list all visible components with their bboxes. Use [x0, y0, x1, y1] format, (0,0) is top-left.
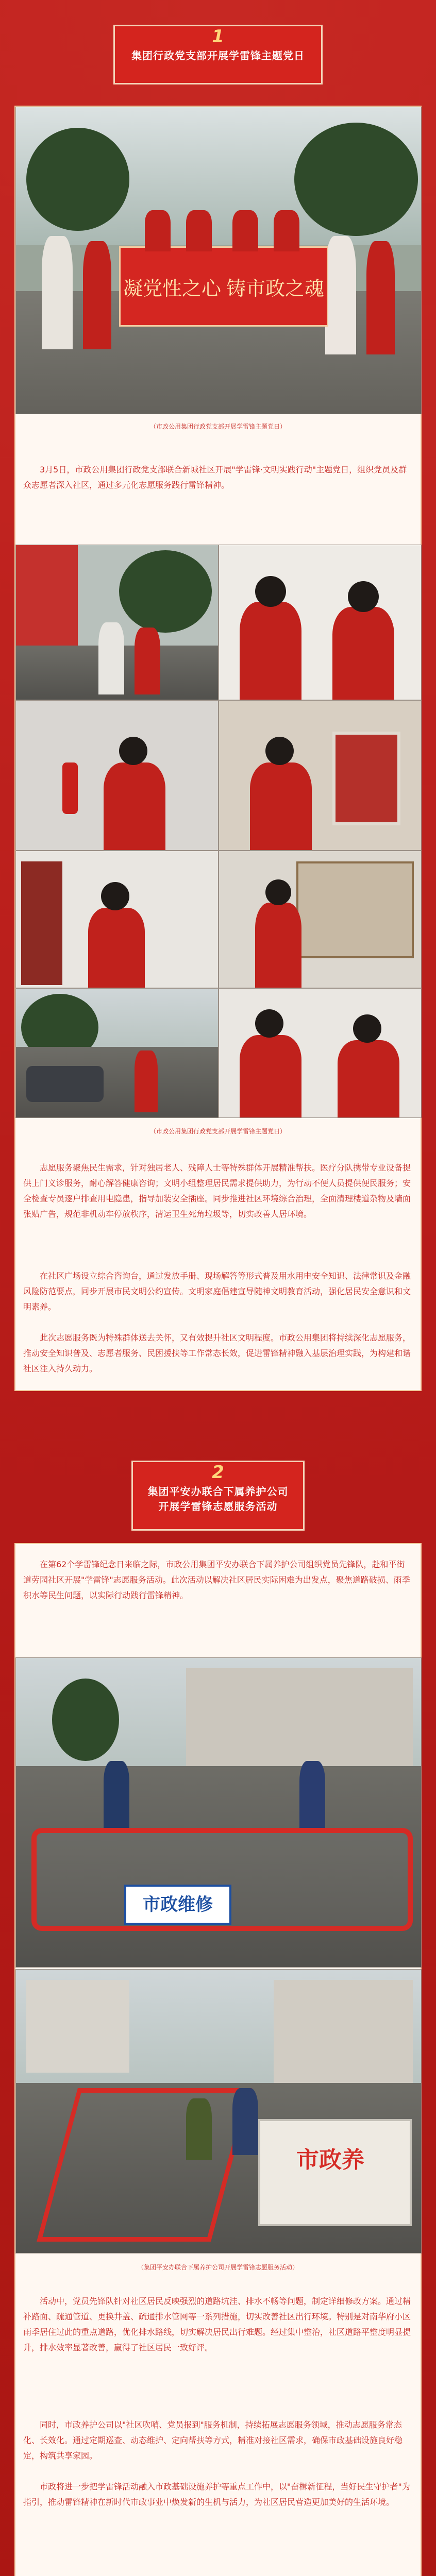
- photo-person: [232, 2088, 258, 2155]
- section2-title-line1: 集团平安办联合下属养护公司: [147, 1485, 289, 1498]
- photo-person: [332, 607, 394, 700]
- health-tent: [16, 545, 78, 648]
- section2-title-line2: 开展学雷锋志愿服务活动: [158, 1500, 278, 1513]
- photo-person: [145, 210, 171, 251]
- photo-person: [88, 908, 145, 988]
- section2-paragraph: 在第62个学雷锋纪念日来临之际，市政公用集团平安办联合下属养护公司组织党员先锋队，赴和平街道劳园社区开展"学雷锋"志愿服务活动。此次活动以解决社区居民实际困难为出发点，聚焦道路破损、雨季积水等民生问题，以实际行动践行雷锋精神。: [23, 1560, 410, 1600]
- photo-head: [255, 1009, 283, 1038]
- photo-person: [104, 762, 165, 850]
- volunteer-photo: [219, 545, 422, 700]
- section2-number: 2: [212, 1462, 224, 1483]
- divider-ornament: [179, 2572, 257, 2576]
- sign-municipal: [274, 2140, 387, 2181]
- repair-photo: [15, 1969, 422, 2253]
- banner-text-right: 铸市政之魂: [226, 277, 324, 300]
- photo-head: [119, 737, 147, 765]
- photo-caption: （市政公用集团行政党支部开展学雷锋主题党日）: [149, 423, 286, 430]
- apartment-building: [186, 1668, 413, 1771]
- photo-tree: [294, 123, 418, 236]
- photo-head: [348, 581, 379, 612]
- red-banner: [119, 246, 328, 327]
- section2-paragraph: 同时，市政养护公司以"社区吹哨、党员报到"服务机制，持续拓展志愿服务领域，推动志愿服务常态化、长效化。通过定期巡查、动态维护、定向帮扶等方式，精准对接社区需求，确保市政基础设施良好稳定，构筑共享家园。: [23, 2420, 403, 2461]
- photo-person: [240, 602, 301, 700]
- section1-title: 集团行政党支部开展学雷锋主题党日: [131, 49, 305, 62]
- photo-person: [186, 2098, 212, 2160]
- photo-person: [274, 210, 299, 251]
- bulletin-board: [296, 861, 414, 958]
- photo-person: [240, 1035, 301, 1117]
- volunteer-photo: [219, 988, 422, 1118]
- photo-person: [299, 1761, 325, 1828]
- photo-person: [255, 903, 301, 988]
- photo-person: [42, 236, 73, 349]
- photo-head: [255, 576, 286, 607]
- photo-head: [353, 1014, 381, 1043]
- photo-person: [104, 1761, 129, 1828]
- section1-number: 1: [212, 26, 224, 47]
- section1-paragraph: 志愿服务聚焦民生需求，针对独居老人、残障人士等特殊群体开展精准帮扶。医疗分队携带专业设备提供上门义诊服务，耐心解答健康咨询；文明小组整理居民需求提供助力，为行动不便人员提供便民服务；安全检查专员逐户排查用电隐患，指导加装安全插座。同步推进社区环境综合治理，全面清理楼道杂物及墙面张贴广告，规范非机动车停放秩序，清运卫生死角垃圾等，切实改善人居环境。: [23, 1163, 411, 1219]
- section2-panel: [14, 1543, 422, 2576]
- fire-extinguisher: [62, 762, 78, 814]
- photo-tree: [52, 1679, 119, 1761]
- banner-text-left: 凝党性之心: [123, 277, 221, 300]
- group-photo: [15, 107, 422, 414]
- sign-city-repair-text: 市政维修: [143, 1894, 213, 1915]
- photo-person: [98, 622, 124, 694]
- apartment-building: [26, 1980, 129, 2073]
- photo-person: [338, 1040, 399, 1117]
- section1-panel: [14, 106, 422, 1391]
- section2-paragraph: 市政将进一步把学雷锋活动融入市政基础设施养护等重点工作中，以"奋楫新征程，当好民生守护者"为指引，推动雷锋精神在新时代市政事业中焕发新的生机与活力，为社区居民营造更加美好的生活环境。: [23, 2482, 410, 2507]
- section1-banner: [113, 25, 323, 84]
- photo-person: [135, 628, 160, 694]
- photo-head: [265, 879, 291, 905]
- section2-banner: [131, 1461, 305, 1531]
- parked-car: [26, 1066, 104, 1102]
- photo-person: [250, 762, 312, 850]
- photo-person: [135, 1050, 158, 1112]
- volunteer-photo: [15, 545, 219, 700]
- photo-caption: （集团平安办联合下属养护公司开展学雷锋志愿服务活动）: [137, 2264, 298, 2271]
- volunteer-photo: [219, 851, 422, 988]
- photo-tree: [26, 128, 129, 231]
- intro-paragraph: 3月5日，市政公用集团行政党支部联合新城社区开展"学雷锋·文明实践行动"主题党日，组织党员及群众志愿者深入社区，通过多元化志愿服务践行雷锋精神。: [23, 465, 407, 490]
- door: [21, 861, 62, 985]
- volunteer-photo: [219, 700, 422, 851]
- photo-head: [265, 737, 294, 765]
- photo-tree: [119, 550, 212, 633]
- volunteer-photo: [15, 700, 219, 851]
- photo-person: [186, 210, 212, 251]
- photo-person: [83, 241, 111, 349]
- sign-city-repair: [124, 1885, 231, 1925]
- photo-person: [325, 236, 356, 354]
- section1-paragraph: 在社区广场设立综合咨询台，通过发放手册、现场解答等形式普及用水用电安全知识、法律常识及金融风险防范要点，同步开展市民文明公约宣传。文明家庭倡建宣导随神文明教育活动，强化居民安全意识和文明素养。: [23, 1271, 411, 1312]
- apartment-building: [274, 1980, 413, 2083]
- photo-person: [232, 210, 258, 251]
- section1-paragraph: 此次志愿服务既为特殊群体送去关怀，又有效提升社区文明程度。市政公用集团将持续深化志愿服务，推动安全知识普及、志愿者服务、民困援扶等工作常态长效，促进雷锋精神融入基层治理实践，为构建和谐社区注入持久动力。: [23, 1333, 411, 1374]
- volunteer-photo: [15, 988, 219, 1118]
- photo-caption: （市政公用集团行政党支部开展学雷锋主题党日）: [149, 1128, 286, 1135]
- photo-person: [366, 241, 395, 354]
- wall-cabinet: [332, 732, 400, 825]
- photo-head: [101, 882, 129, 910]
- repair-photo: [15, 1657, 422, 1968]
- sign-municipal-text: 市政养: [296, 2147, 364, 2173]
- volunteer-photo: [15, 851, 219, 988]
- section2-paragraph: 活动中，党员先锋队针对社区居民反映强烈的道路坑洼、排水不畅等问题，制定详细修改方案。通过精补路面、疏通管道、更换井盖、疏通排水管网等一系列措施，切实改善社区出行环境。特别是对南华府小区雨季居住过此的重点道路，优化排水路线，切实解决居民出行难题。经过集中整治，社区道路平整度明显提升，排水效率显著改善，赢得了社区居民一致好评。: [23, 2296, 411, 2352]
